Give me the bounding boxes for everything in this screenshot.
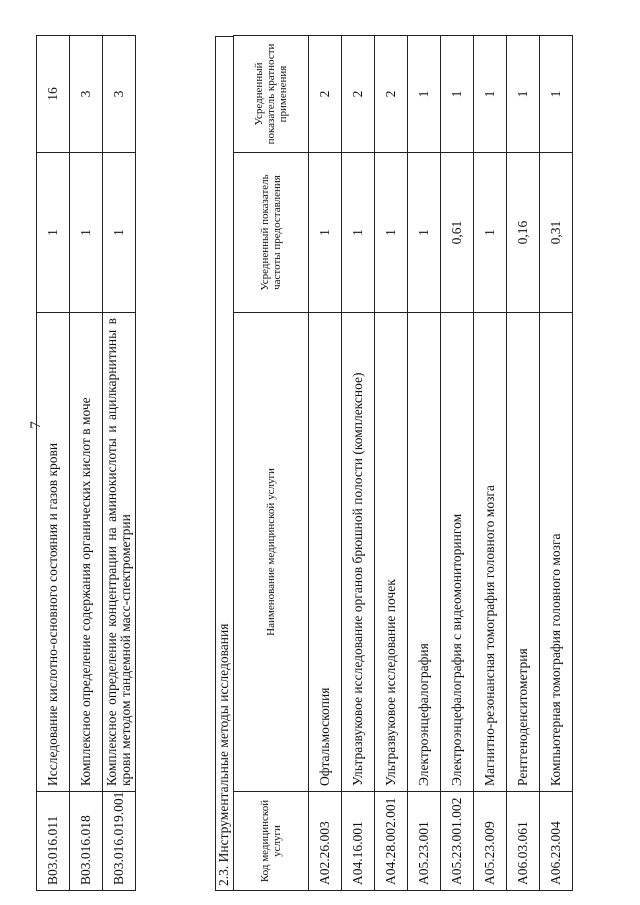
multiplicity-cell: 2 [342,36,375,153]
name-cell: Офтальмоскопия [309,313,342,792]
code-cell: B03.016.018 [70,792,103,891]
multiplicity-cell: 2 [309,36,342,153]
frequency-cell: 1 [342,153,375,313]
table-row [441,36,474,891]
table-row [342,36,375,891]
frequency-cell: 1 [408,153,441,313]
table-row [309,36,342,891]
multiplicity-cell: 1 [540,36,573,153]
name-cell: Электроэнцефалография [408,313,441,792]
header-frequency: Усредненный показатель частоты предоставления [234,153,309,313]
multiplicity-cell: 1 [474,36,507,153]
instrumental-methods-table [233,35,573,891]
multiplicity-cell: 1 [441,36,474,153]
code-cell: B03.016.011 [37,792,70,891]
code-cell: A06.03.061 [507,792,540,891]
frequency-cell: 1 [103,153,136,313]
name-cell: Исследование кислотно-основного состояния и газов крови [37,313,70,792]
code-cell: A06.23.004 [540,792,573,891]
frequency-cell: 0,31 [540,153,573,313]
code-cell: A05.23.001.002 [441,792,474,891]
name-cell: Рентгеноденситометрия [507,313,540,792]
code-cell: A05.23.001 [408,792,441,891]
multiplicity-cell: 3 [70,36,103,153]
code-cell: A04.16.001 [342,792,375,891]
frequency-cell: 1 [70,153,103,313]
table-row [70,36,103,891]
table-row [375,36,408,891]
frequency-cell: 0,61 [441,153,474,313]
table-row [540,36,573,891]
page-number: 7 [28,421,44,429]
header-code: Код медицинской услуги [234,792,309,891]
header-name: Наименование медицинской услуги [234,313,309,792]
code-cell: A05.23.009 [474,792,507,891]
multiplicity-cell: 1 [507,36,540,153]
table-row [103,36,136,891]
table-row [474,36,507,891]
code-cell: A02.26.003 [309,792,342,891]
code-cell: B03.016.019.001 [103,792,136,891]
name-cell: Ультразвуковое исследование органов брюшной полости (комплексное) [342,313,375,792]
name-cell: Комплексное определение содержания органических кислот в моче [70,313,103,792]
name-cell: Комплексное определение концентрации на аминокислоты и ацилкарнитины в крови методом тандемной масс-спектрометрии [103,313,136,792]
section-title: 2.3. Инструментальные методы исследования [215,36,233,891]
multiplicity-cell: 3 [103,36,136,153]
table-row [408,36,441,891]
table-row [507,36,540,891]
frequency-cell: 1 [375,153,408,313]
frequency-cell: 1 [309,153,342,313]
lab-tests-table-continued [36,35,136,891]
name-cell: Компьютерная томография головного мозга [540,313,573,792]
table-row [37,36,70,891]
header-multiplicity: Усредненный показатель кратности применения [234,36,309,153]
multiplicity-cell: 2 [375,36,408,153]
name-cell: Ультразвуковое исследование почек [375,313,408,792]
multiplicity-cell: 16 [37,36,70,153]
table-header-row [234,36,309,891]
frequency-cell: 1 [37,153,70,313]
frequency-cell: 1 [474,153,507,313]
frequency-cell: 0,16 [507,153,540,313]
code-cell: A04.28.002.001 [375,792,408,891]
name-cell: Электроэнцефалография с видеомониторингом [441,313,474,792]
multiplicity-cell: 1 [408,36,441,153]
name-cell: Магнитно-резонансная томография головного мозга [474,313,507,792]
